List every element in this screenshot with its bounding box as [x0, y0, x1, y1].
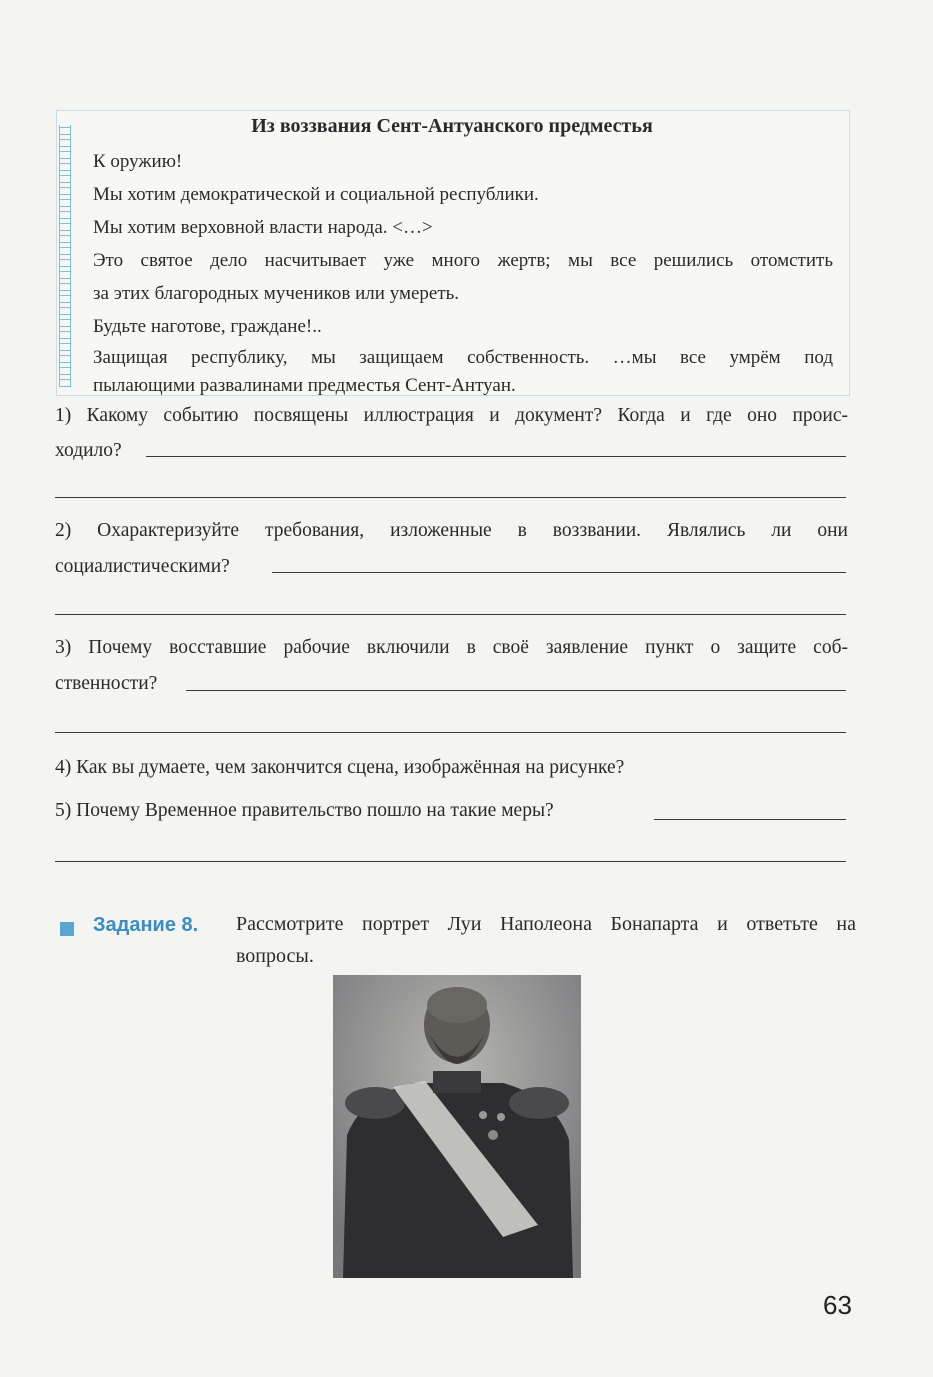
document-line: пылающими развалинами предместья Сент-Антуан.: [93, 375, 516, 396]
portrait-illustration: [333, 975, 581, 1278]
answer-line[interactable]: [146, 456, 846, 457]
answer-line[interactable]: [272, 572, 846, 573]
answer-line[interactable]: [654, 819, 846, 820]
question-2-text-cont: социалистическими?: [55, 556, 230, 577]
question-4-text: 4) Как вы думаете, чем закончится сцена, изображённая на рисунке?: [55, 757, 625, 778]
document-line: Мы хотим верховной власти народа. <…>: [93, 217, 433, 238]
page-number: 63: [823, 1290, 852, 1320]
decorative-border-stripe: [59, 125, 71, 387]
answer-line[interactable]: [55, 497, 846, 498]
answer-line[interactable]: [186, 690, 846, 691]
portrait-image: [333, 975, 581, 1278]
document-excerpt-box: [56, 110, 850, 396]
document-title: Из воззвания Сент-Антуанского предместья: [251, 115, 653, 137]
answer-line[interactable]: [55, 732, 846, 733]
answer-line[interactable]: [55, 614, 846, 615]
document-line: Это святое дело насчитывает уже много жертв; мы все решились отомстить: [93, 250, 833, 271]
question-5-text: 5) Почему Временное правительство пошло на такие меры?: [55, 800, 554, 821]
document-line: Мы хотим демократической и социальной республики.: [93, 184, 539, 205]
document-line: К оружию!: [93, 151, 183, 172]
question-2-text: 2) Охарактеризуйте требования, изложенные в воззвании. Являлись ли они: [55, 520, 848, 541]
task-8-label: Задание 8.: [93, 914, 199, 936]
document-line: Защищая республику, мы защищаем собственность. …мы все умрём под: [93, 347, 833, 368]
task-bullet-icon: [60, 922, 74, 936]
task-8-text: Рассмотрите портрет Луи Наполеона Бонапарта и ответьте на: [236, 913, 856, 935]
document-line: за этих благородных мучеников или умереть.: [93, 283, 460, 304]
document-line: Будьте наготове, граждане!..: [93, 316, 322, 337]
answer-line[interactable]: [55, 861, 846, 862]
question-3-text: 3) Почему восставшие рабочие включили в своё заявление пункт о защите соб-: [55, 637, 848, 658]
question-1-text-cont: ходило?: [55, 440, 122, 461]
question-1-text: 1) Какому событию посвящены иллюстрация и документ? Когда и где оно проис-: [55, 405, 848, 426]
question-3-text-cont: ственности?: [55, 673, 158, 694]
task-8-text-cont: вопросы.: [236, 945, 314, 967]
